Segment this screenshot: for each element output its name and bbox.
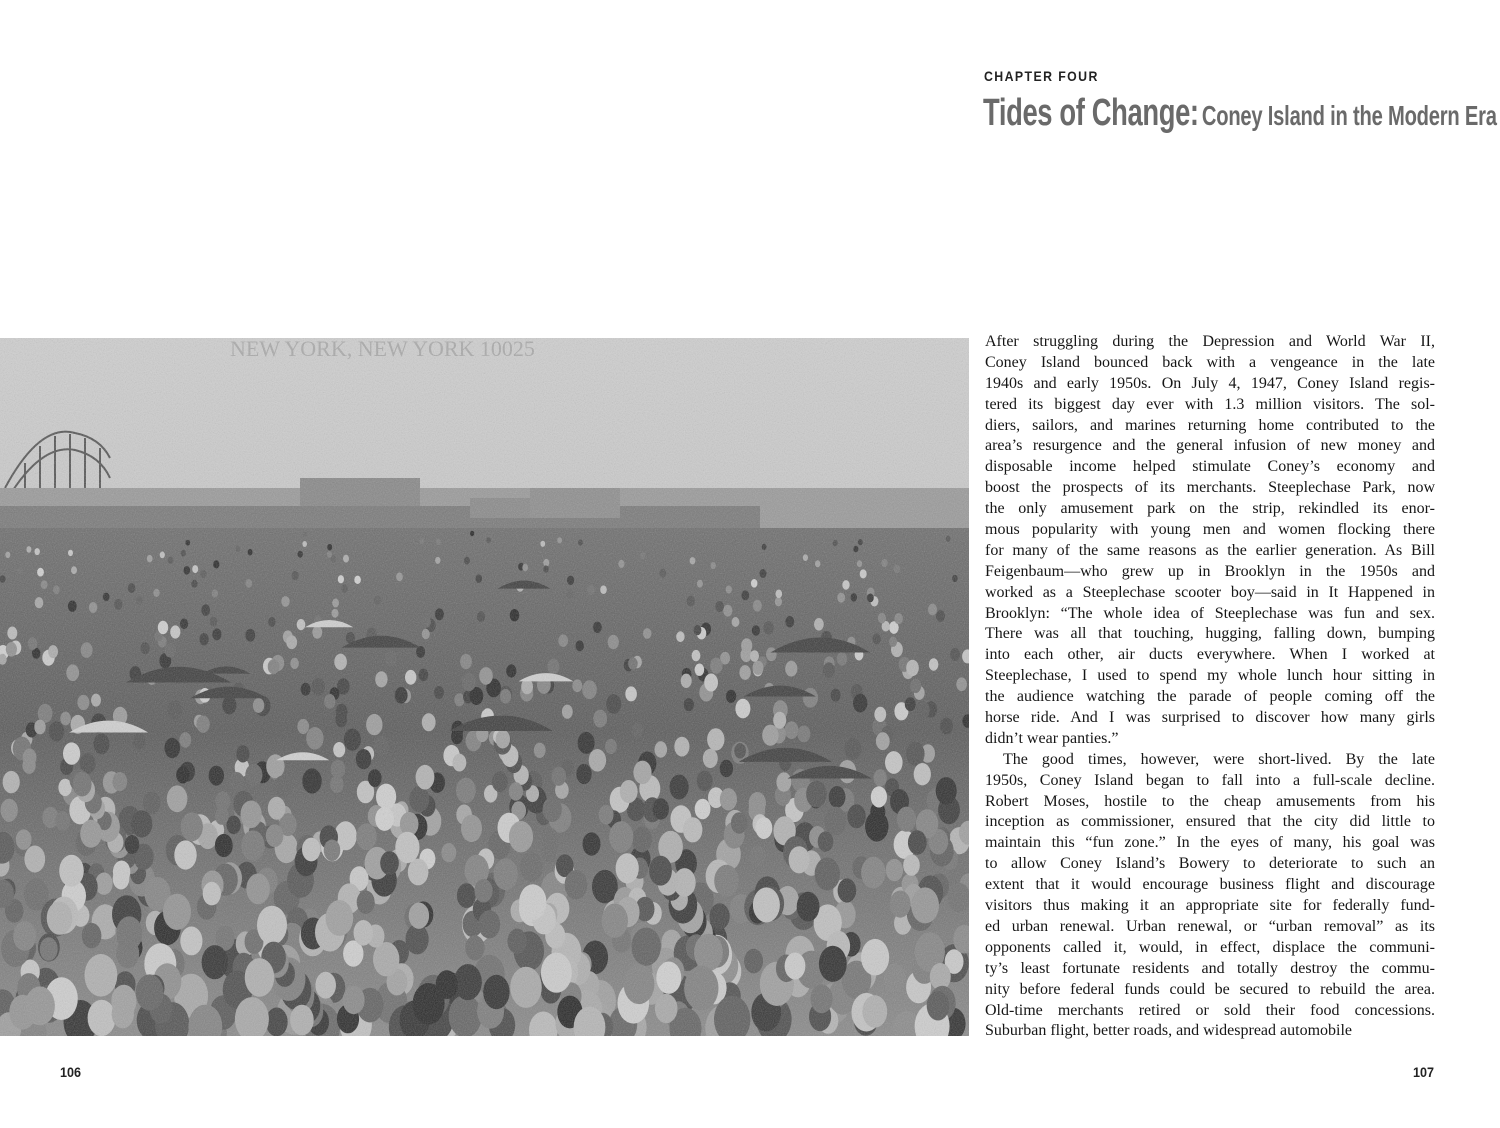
body-line: ed urban renewal. Urban renewal, or “urban removal” as its	[985, 917, 1435, 935]
chapter-label: CHAPTER FOUR	[984, 68, 1099, 84]
chapter-body-text	[985, 332, 1435, 1042]
photo-illustration	[0, 338, 969, 1036]
body-line: tered its biggest day ever with 1.3 million visitors. The sol-	[985, 395, 1435, 413]
chapter-title-main: Tides of Change:	[983, 92, 1199, 134]
body-line: 1950s, Coney Island began to fall into a full-scale decline.	[985, 771, 1435, 789]
body-line: After struggling during the Depression and World War II,	[985, 333, 1435, 350]
body-line: 1940s and early 1950s. On July 4, 1947, Coney Island regis-	[985, 374, 1435, 392]
body-line: Brooklyn: “The whole idea of Steeplechase was fun and sex.	[985, 604, 1435, 622]
body-line: the audience watching the parade of people coming off the	[985, 688, 1435, 706]
page-number-right: 107	[1413, 1064, 1435, 1080]
body-line: Steeplechase, I used to spend my whole lunch hour sitting in	[985, 667, 1435, 685]
beach-crowd-photo	[0, 338, 969, 1036]
body-line: visitors thus making it an appropriate site for federally fund-	[985, 897, 1435, 915]
body-line: Coney Island bounced back with a vengeance in the late	[985, 353, 1435, 371]
body-line: horse ride. And I was surprised to discover how many girls	[985, 709, 1435, 727]
body-line: disposable income helped stimulate Coney’s economy and	[985, 458, 1435, 476]
body-line: Feigenbaum—who grew up in Brooklyn in the 1950s and	[985, 562, 1435, 580]
body-line: Suburban flight, better roads, and widespread automobile	[985, 1022, 1353, 1040]
body-line: the only amusement park on the strip, rekindled its enor-	[985, 500, 1435, 518]
chapter-title-sub: Coney Island in the Modern Era	[1201, 100, 1497, 131]
body-line: maintain this “fun zone.” In the eyes of many, his goal was	[985, 834, 1435, 852]
body-line: diers, sailors, and marines returning home contributed to the	[985, 416, 1435, 434]
body-line: Old-time merchants retired or sold their food concessions.	[985, 1001, 1435, 1019]
page-number-left: 106	[60, 1064, 82, 1080]
body-line: extent that it would encourage business flight and discourage	[985, 876, 1435, 894]
body-line: boost the prospects of its merchants. Steeplechase Park, now	[985, 479, 1435, 497]
body-line: Robert Moses, hostile to the cheap amusements from his	[985, 792, 1435, 810]
body-line: opponents called it, would, in effect, displace the communi-	[985, 938, 1435, 956]
body-line: area’s resurgence and the general infusion of new money and	[985, 437, 1435, 455]
body-line: ty’s least fortunate residents and totally destroy the commu-	[985, 959, 1435, 977]
body-line: didn’t wear panties.”	[985, 729, 1119, 747]
chapter-title	[983, 92, 1497, 135]
body-line: inception as commissioner, ensured that the city did little to	[985, 813, 1435, 831]
body-line: There was all that touching, hugging, falling down, bumping	[985, 625, 1435, 643]
body-line: for many of the same reasons as the earlier generation. As Bill	[985, 541, 1435, 559]
body-line: into each other, air ducts everywhere. When I worked at	[985, 646, 1435, 664]
body-line: to allow Coney Island’s Bowery to deteriorate to such an	[985, 855, 1435, 873]
body-line: nity before federal funds could be secured to rebuild the area.	[985, 980, 1435, 998]
body-line: mous popularity with young men and women flocking there	[985, 521, 1435, 539]
body-line: The good times, however, were short-lived. By the late	[1003, 750, 1435, 768]
body-line: worked as a Steeplechase scooter boy—said in It Happened in	[985, 583, 1435, 601]
